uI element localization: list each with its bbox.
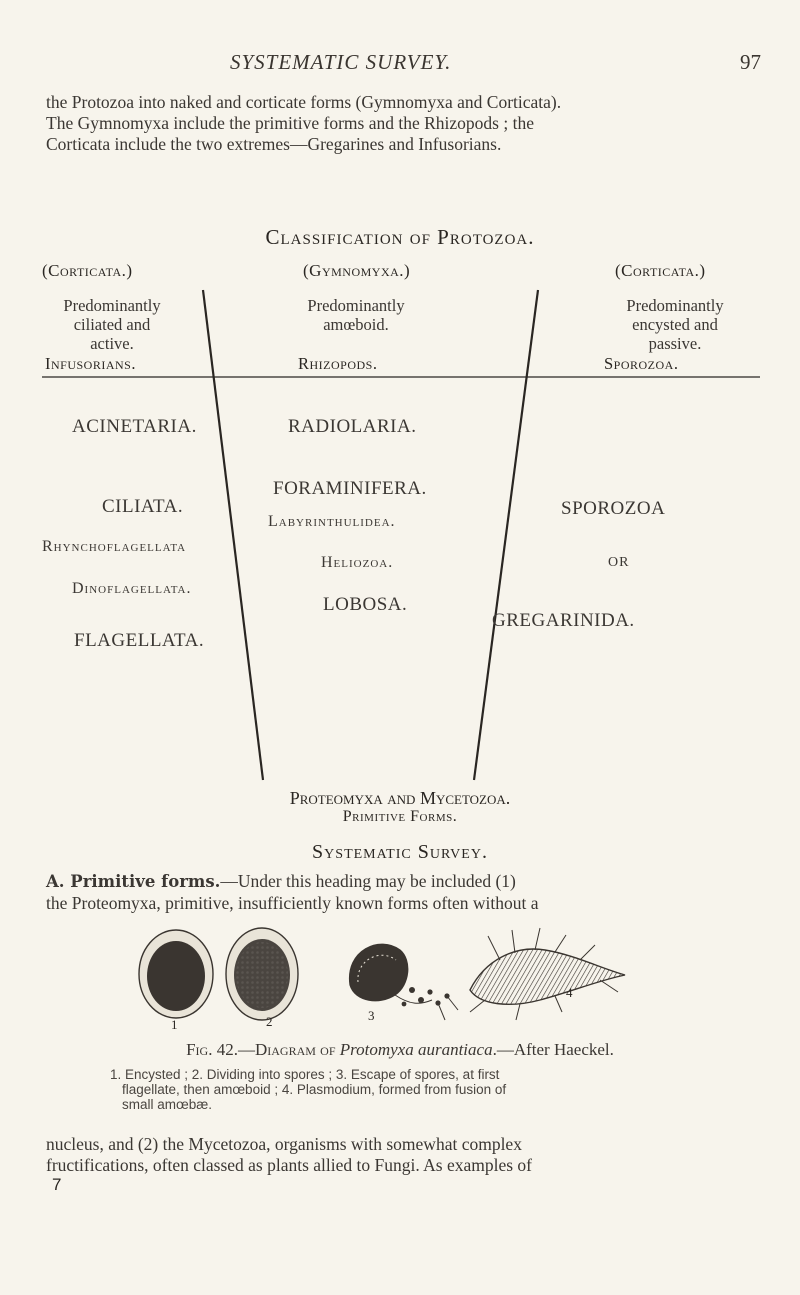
caption-prefix: Fig. 42.—Diagram of: [186, 1040, 340, 1059]
column-header-middle: (Gymnomyxa.): [303, 261, 411, 280]
left-desc-line: ciliated and: [73, 315, 151, 334]
encysted-cyst-illustration: [139, 930, 213, 1018]
base-label-primitive: Primitive Forms.: [342, 808, 458, 825]
figure-number-3: 3: [368, 1008, 375, 1023]
escaping-spores-illustration: [350, 944, 458, 1020]
figure-number-4: 4: [566, 985, 573, 1000]
figure-number-1: 1: [171, 1017, 178, 1032]
base-label-proteomyxa: Proteomyxa and Mycetozoa.: [289, 788, 511, 808]
group-sporozoa: SPOROZOA: [561, 498, 666, 519]
caption-suffix: .—After Haeckel.: [492, 1040, 614, 1059]
middle-group-label: Rhizopods.: [298, 354, 378, 373]
intro-line-3: Corticata include the two extremes—Gregarines and Infusorians.: [46, 134, 502, 154]
legend-line: flagellate, then amœboid ; 4. Plasmodium, formed from fusion of: [122, 1082, 507, 1097]
left-desc-line: active.: [90, 334, 134, 353]
group-radiolaria: RADIOLARIA.: [288, 416, 417, 437]
legend-line: 1. Encysted ; 2. Dividing into spores ; 3. Escape of spores, at first: [110, 1067, 500, 1082]
group-rhynchoflagellata: Rhynchoflagellata: [42, 538, 187, 555]
group-foraminifera: FORAMINIFERA.: [273, 478, 427, 499]
figure-caption: [0, 1040, 800, 1060]
column-header-right: (Corticata.): [615, 261, 706, 280]
classification-title: Classification of Protozoa.: [265, 225, 535, 249]
caption-species: Protomyxa aurantiaca: [339, 1040, 493, 1059]
intro-line-1: the Protozoa into naked and corticate forms (Gymnomyxa and Corticata).: [46, 92, 562, 112]
left-group-label: Infusorians.: [45, 354, 136, 373]
page-number: 97: [740, 50, 761, 74]
group-gregarinida: GREGARINIDA.: [492, 610, 635, 631]
column-header-left: (Corticata.): [42, 261, 133, 280]
signature-mark: 7: [52, 1175, 62, 1194]
group-or: OR: [608, 555, 630, 570]
closing-line-1: nucleus, and (2) the Mycetozoa, organisms with somewhat complex: [46, 1134, 522, 1154]
section-lead-label: A. Primitive forms.: [46, 872, 221, 891]
right-desc-line: passive.: [648, 334, 702, 353]
right-desc-line: Predominantly: [626, 296, 724, 315]
section-line-2: the Proteomyxa, primitive, insufficiently known forms often without a: [46, 893, 539, 913]
group-ciliata: CILIATA.: [102, 496, 184, 517]
closing-line-2: fructifications, often classed as plants allied to Fungi. As examples of: [46, 1155, 533, 1175]
figure-number-2: 2: [266, 1014, 273, 1029]
running-head-title: SYSTEMATIC SURVEY.: [230, 50, 452, 74]
plasmodium-illustration: [470, 928, 625, 1020]
dividing-spores-illustration: [226, 928, 298, 1020]
group-labyrinthulidea: Labyrinthulidea.: [268, 513, 396, 530]
right-group-label: Sporozoa.: [604, 354, 679, 373]
group-acinetaria: ACINETARIA.: [72, 416, 197, 437]
figure-legend: [110, 1067, 690, 1112]
section-lead-text: —Under this heading may be included (1): [220, 871, 516, 891]
group-heliozoa: Heliozoa.: [321, 554, 394, 571]
middle-desc-line: amœboid.: [323, 315, 389, 334]
group-lobosa: LOBOSA.: [323, 594, 408, 615]
middle-desc-line: Predominantly: [307, 296, 405, 315]
group-flagellata: FLAGELLATA.: [74, 630, 205, 651]
intro-line-2: The Gymnomyxa include the primitive forms and the Rhizopods ; the: [46, 113, 534, 133]
group-dinoflagellata: Dinoflagellata.: [72, 580, 192, 597]
section-title: Systematic Survey.: [312, 841, 488, 863]
right-desc-line: encysted and: [632, 315, 718, 334]
left-desc-line: Predominantly: [63, 296, 161, 315]
legend-line: small amœbæ.: [122, 1097, 213, 1112]
